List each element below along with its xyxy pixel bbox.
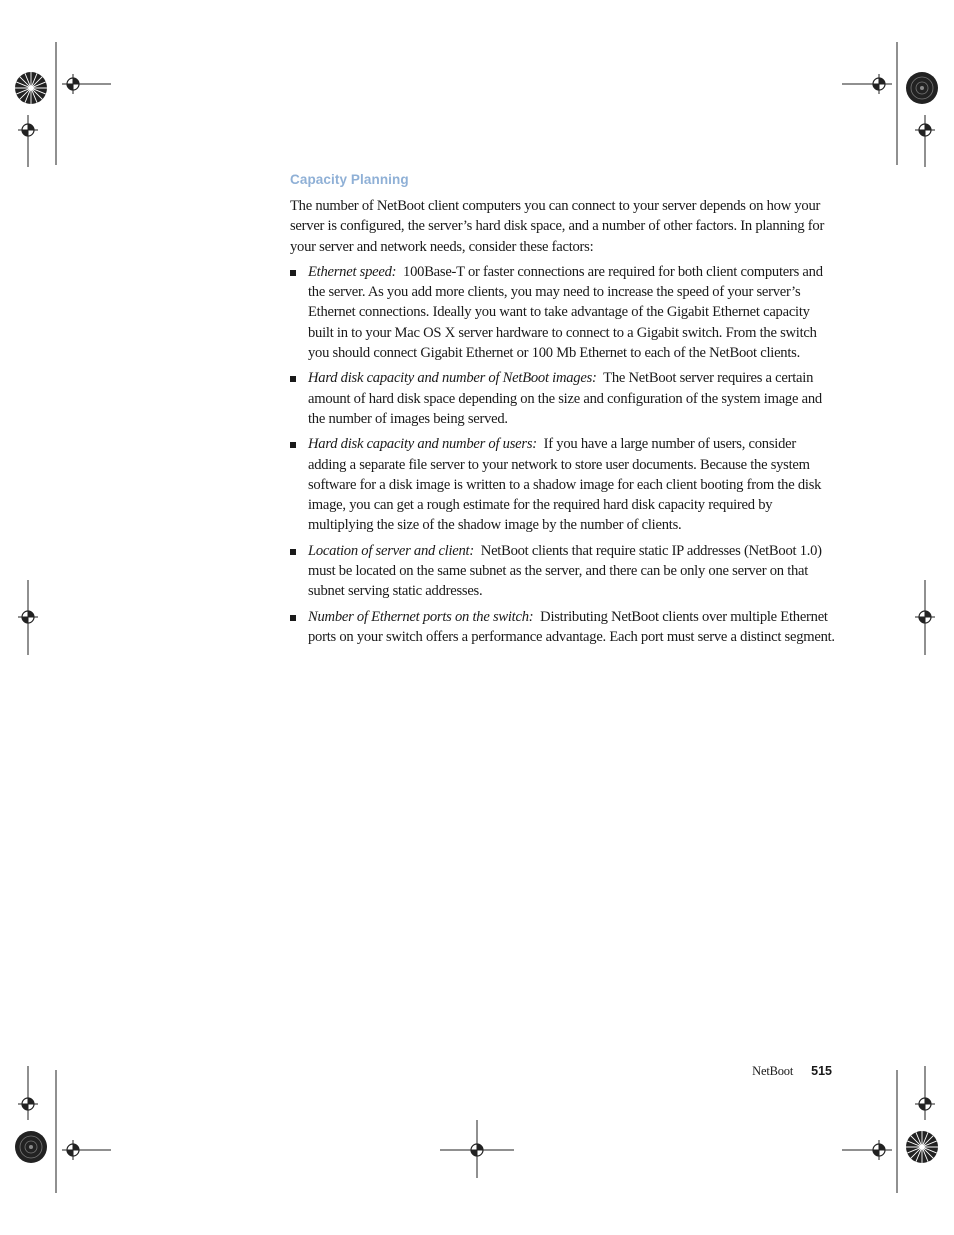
square-bullet-icon: [290, 615, 296, 621]
list-item-hard-disk-users: [290, 434, 835, 535]
list-item-hard-disk-images: [290, 368, 835, 429]
list-item-lead: Hard disk capacity and number of users:: [308, 436, 537, 453]
page-footer: [752, 1064, 832, 1079]
factor-list: [290, 262, 835, 647]
page-content: [290, 172, 835, 652]
list-item-lead: Ethernet speed:: [308, 263, 397, 280]
list-item-ethernet-ports: [290, 607, 835, 648]
page-number: 515: [811, 1064, 832, 1078]
list-item-lead: Location of server and client:: [308, 542, 474, 559]
list-item-text: Distributing NetBoot clients over multiple Ethernet ports on your switch offers a performance advantage. Each port must serve a distinct segment.: [308, 608, 835, 645]
list-item-text: 100Base-T or faster connections are required for both client computers and the server. As you add more clients, you may need to increase the speed of your server’s Ethernet connections. Ideally you want to take advantage of the Gigabit Ethernet capacity built in to your Mac OS X server hardware to connect to a Gigabit switch. From the switch you should connect Gigabit Ethernet or 100 Mb Ethernet to each of the NetBoot clients.: [308, 263, 823, 362]
square-bullet-icon: [290, 549, 296, 555]
list-item-lead: Hard disk capacity and number of NetBoot images:: [308, 370, 597, 387]
list-item-location: [290, 541, 835, 602]
list-item-text: The NetBoot server requires a certain amount of hard disk space depending on the size and configuration of the system image and the number of images being served.: [308, 370, 822, 427]
footer-section-name: NetBoot: [752, 1064, 794, 1078]
list-item-ethernet-speed: [290, 262, 835, 363]
square-bullet-icon: [290, 442, 296, 448]
square-bullet-icon: [290, 376, 296, 382]
intro-paragraph: The number of NetBoot client computers you can connect to your server depends on how your server is configured, the server’s hard disk space, and a number of other factors. In planning for your server and network needs, consider these factors:: [290, 198, 825, 255]
list-item-lead: Number of Ethernet ports on the switch:: [308, 608, 534, 625]
square-bullet-icon: [290, 270, 296, 276]
list-item-text: If you have a large number of users, consider adding a separate file server to your network to store user documents. Because the system software for a disk image is written to a shadow image for each client booting from the disk image, you can get a rough estimate for the required hard disk capacity required by multiplying the size of the shadow image by the number of clients.: [308, 436, 822, 534]
list-item-text: NetBoot clients that require static IP addresses (NetBoot 1.0) must be located on the same subnet as the server, and there can be only one server on that subnet serving static addresses.: [308, 542, 822, 600]
section-heading: Capacity Planning: [290, 172, 409, 187]
